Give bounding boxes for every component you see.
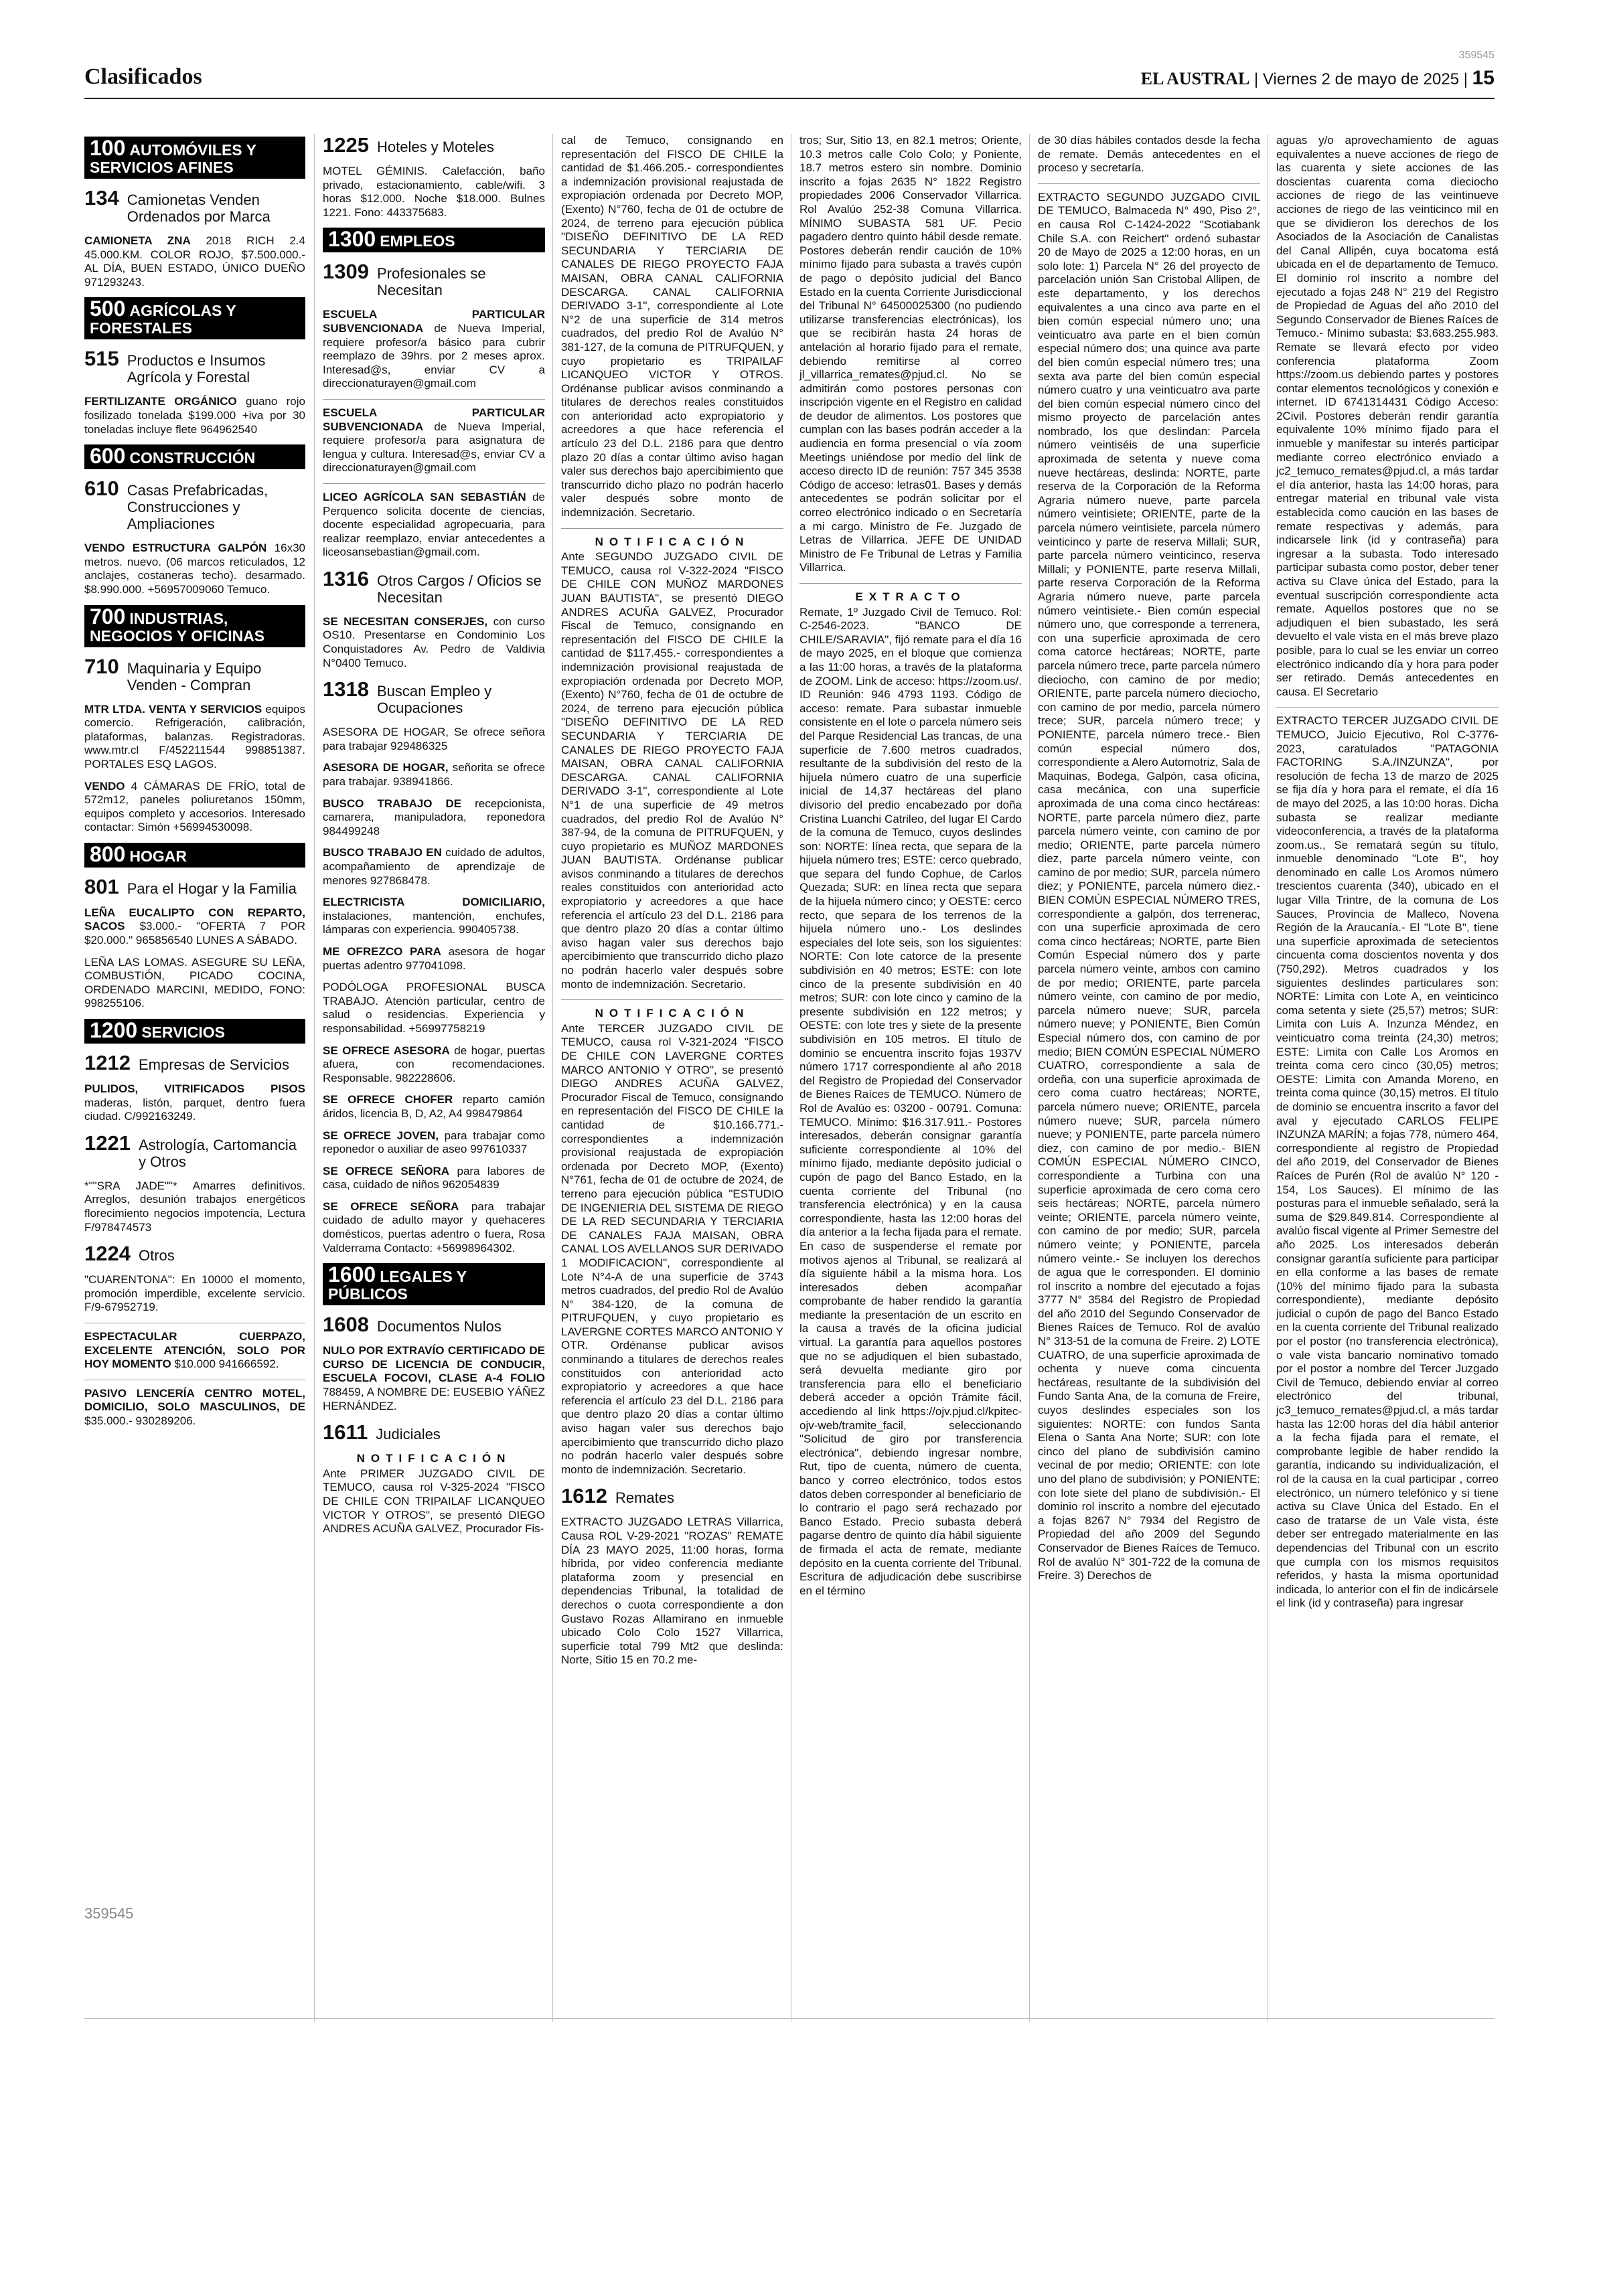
category-bar: 1200 SERVICIOS [84, 1019, 305, 1044]
legal-notice: Ante SEGUNDO JUZGADO CIVIL DE TEMUCO, causa rol V-322-2024 "FISCO DE CHILE CON MUÑOZ MARDONES JUAN BAUTISTA", se presentó DIEGO ANDRES ACUÑA GALVEZ, Procurador Fiscal de Temuco, consignando en representación del FISCO DE CHILE la cantidad de $117.455.- correspondientes a indemnización provisional reajustada de expropiación ordenada por Decreto MOP, (Exento) N°760, fecha de 01 de octubre de 2024, de terreno para ejecución pública "DISEÑO DEFINITIVO DE LA RED SECUNDARIA Y TERCIARIA DE CANALES DE RIEGO PROYECTO FAJA MAISAN, OBRA CANAL CALIFORNIA DESCARGA. CANAL CALIFORNIA DERIVADO 3-1", correspondiente al Lote N°1 de una superficie de 49 metros cuadrados, del predio Rol de Avalúo N° 387-94, de la comuna de PITRUFQUEN, y cuyo propietario es MUÑOZ MARDONES JUAN BAUTISTA. Ordénanse publicar avisos conminando a titulares de derechos reales constituidos con anterioridad acto expropiatorio y acreedores a que hace referencia el artículo 23 del D.L. 2186 para que dentro plazo 20 días a contar último aviso hagan valer sus derechos bajo apercibimiento que transcurrido dicho plazo no podrán hacerlo valer después sobre monto de indemnización. Secretario. [561, 550, 783, 991]
divider [323, 399, 545, 400]
column-6 [1276, 134, 1499, 1619]
classified-ad: LEÑA LAS LOMAS. ASEGURE SU LEÑA, COMBUSTIÓN, PICADO COCINA, ORDENADO MARCINI, MEDIDO, FONO: 998255106. [84, 955, 305, 1010]
legal-notice: tros; Sur, Sitio 13, en 82.1 metros; Oriente, 10.3 metros calle Colo Colo; y Poniente, 18.7 metros estero sin nombre. Dominio inscrito a fojas 2635 N° 1822 Registro propiedades 2006 Conservador Villarrica. Rol Avalúo 252-38 Comuna Villarrica. MÍNIMO SUBASTA 581 UF. Pecio pagadero dentro quinto hábil desde remate. Postores deberán rendir caución de 10% mínimo fijado para subasta a través cupón de pago o depósito judicial del Banco Estado en la cuenta Corriente Jurisdiccional del Tribunal N° 64500025300 (no pudiendo utilizarse transferencias electrónicas), los que se recibirán hasta 24 horas de antelación al horario fijado para el remate, debiendo remitirse al correo jl_villarrica_remates@pjud.cl. No se admitirán como postores personas con inscripción vigente en el Registro en calidad de deudor de alimentos. Los postores que cumplan con las bases podrán acceder a la audiencia en forma presencial o vía zoom Meetings uniéndose por medio del link de acceso directo ID de reunión: 757 345 3538 Código de acceso: letras01. Bases y demás antecedentes se podrán solicitar por el correo electrónico indicado o en Secretaría a mi cargo. Ministro de Fe. Juzgado de Letras de Villarrica. JEFE DE UNIDAD Ministro de Fe Tribunal de Letras y Familia Villarrica. [799, 134, 1022, 574]
legal-notice: Remate, 1º Juzgado Civil de Temuco. Rol: C-2546-2023. "BANCO DE CHILE/SARAVIA", fijó remate para el día 16 de mayo 2025, en el bloque que comienza a las 11:00 horas, a través de la plataforma de ZOOM. Link de acceso: https://zoom.us/. ID Reunión: 946 4793 1193. Código de acceso: remate. Para subastar inmueble consistente en el lote o parcela número seis del Parque Residencial Las trancas, de una superficie de 7.600 metros cuadrados, resultante de la subdivisión del resto de la hijuela número cuatro de una superficie inicial de 14,37 hectáreas del plano divisorio del predio encabezado por doña Cristina Luanchi Catrileo, del lugar El Cardo de la comuna de Temuco, cuyos deslindes son: NORTE: línea recta, que separa de la hijuela número tres; ESTE: cerco quebrado, que separa del fundo Cophue, de Carlos Quezada; SUR: en línea recta que separa de la hijuela número cinco; y OESTE: cerco recto, que separa de los terrenos de la hijuela número uno.- Los deslindes especiales del lote seis, son los siguientes: NORTE: Con lote catorce de la presente subdivisión en 40 metros; ESTE: con lote cinco de la presente subdivisión en 40 metros; SUR: con lote cinco y camino de la presente subdivisión en 122 metros; y OESTE: con lote tres y siete de la presente subdivisión en 105 metros. El título de dominio se encuentra inscrito fojas 1937V número 1717 correspondiente al año 2018 del Registro de Propiedad del Conservador de Bienes Raíces de TEMUCO. Número de Rol de Avalúo es: 03200 - 00791. Comuna: TEMUCO. Mínimo: $16.317.911.- Postores interesados, deberán consignar garantía suficiente correspondiente al 10% del mínimo fijado, mediante depósito judicial o cupón de pago del Banco Estado, en la cuenta corriente del Tribunal (no transferencia electrónica) y en la causa correspondiente, hasta las 12:00 horas del día anterior a la fecha fijada para el remate. En caso de suspenderse el remate por motivos ajenos al Tribunal, se realizará al día siguiente hábil a la misma hora. Los interesados deben acompañar comprobante de haber rendido la garantía mediante la presentación de un escrito en la causa a través de la oficina judicial virtual. La garantía para aquellos postores que no se adjudiquen el bien subastado, será devuelta mediante giro por transferencia para ello el beneficiario deberá acceder a opción Trámite fácil, accediendo al link https://ojv.pjud.cl/kpitec-ojv-web/tramite_facil, seleccionando "Solicitud de giro por transferencia electrónica", debiendo ingresar nombre, Rut, tipo de cuenta, número de cuenta, banco y correo electrónico, todos estos datos deben corresponder al beneficiario de lo contrario el pago será rechazado por Banco Estado. Precio subasta deberá pagarse dentro de quinto día hábil siguiente de firmada el acta de remate, mediante depósito en la cuenta corriente del Tribunal. Escritura de adjudicación debe suscribirse en el término [799, 605, 1022, 1597]
classified-ad: ME OFREZCO PARA asesora de hogar puertas adentro 977041098. [323, 945, 545, 972]
column-rule [314, 134, 315, 2022]
classified-ad: SE OFRECE JOVEN, para trabajar como reponedor o auxiliar de aseo 997610337 [323, 1129, 545, 1156]
subcategory-heading: 1608 Documentos Nulos [323, 1313, 502, 1337]
header-divider: | [1463, 70, 1472, 88]
publication-name: EL AUSTRAL [1140, 69, 1250, 88]
page-header [84, 50, 1495, 99]
notice-heading: NOTIFICACIÓN [356, 1452, 512, 1465]
subcategory-heading: 1612 Remates [561, 1484, 675, 1508]
subcategory-heading: 1212 Empresas de Servicios [84, 1051, 289, 1075]
classified-ad: PULIDOS, VITRIFICADOS PISOS maderas, listón, parquet, dentro fuera ciudad. C/992163249. [84, 1082, 305, 1123]
section-title: Clasificados [84, 64, 202, 89]
legal-notice: aguas y/o aprovechamiento de aguas equivalentes a nueve acciones de riego de las cuarenta y siete acciones de las doscientas cuarenta coma dieciocho acciones de riego de las veintinueve acciones de riego de las veinticinco mil en que se dividieron los derechos de los Asociados de la Asociación de Canalistas del Canal Allipén, cuya bocatoma está ubicada en el de departamento de Temuco. El dominio rol inscrito a nombre del ejecutado a fojas 248 N° 219 del Registro de Propiedad de Aguas del año 2010 del Segundo Conservador de Bienes Raíces de Temuco.- Mínimo subasta: $3.683.255.983. Remate se llevará efecto por video conferencia plataforma Zoom https://zoom.us debiendo partes y postores contar elementos tecnológicos y conexión e internet. ID 6741314431 Código Acceso: 2Civil. Postores deberán rendir garantía equivalente 10% mínimo fijado para el inmueble y manifestar su interés participar mediante correo electrónico enviado a jc2_temuco_remates@pjud.cl, a más tardar el día anterior, hasta las 14:00 horas, para entregar material en tribunal vale vista establecida como caución en las bases de remate respectivas y además, para indicarsele link (id y contraseña) para ingresar a la subasta. Todo interesado participar subasta como postor, deber tener activa su Clave única del Estado, para la eventual suscripción correspondiente acta remate. Aquellos postores que no se adjudiquen el bien subastado, les será devuelto el vale vista en el más breve plazo posible, para lo cual se les enviar un correo electrónico indicando día y hora para poder ser retirado. Demás antecedentes en causa. El Secretario [1276, 134, 1499, 698]
classified-ad: *""SRA JADE""* Amarres definitivos. Arreglos, desunión trabajos energéticos florecimiento negocios impotencia, Lectura F/978474573 [84, 1179, 305, 1234]
classified-ad: PASIVO LENCERÍA CENTRO MOTEL, DOMICILIO, SOLO MASCULINOS, DE $35.000.- 930289206. [84, 1386, 305, 1427]
subcategory-heading: 801 Para el Hogar y la Familia [84, 874, 297, 898]
publication-date: Viernes 2 de mayo de 2025 [1262, 70, 1460, 88]
notice-heading: NOTIFICACIÓN [595, 1007, 750, 1020]
legal-notice: de 30 días hábiles contados desde la fecha de remate. Demás antecedentes en el proceso y secretaría. [1038, 134, 1260, 175]
divider [1038, 183, 1260, 184]
notice-heading: EXTRACTO [855, 590, 966, 603]
column-rule [552, 134, 553, 2022]
classified-ad: ESCUELA PARTICULAR SUBVENCIONADA de Nueva Imperial, requiere profesor/a para asignatura de lengua y cultura. Interesad@s, enviar CV a direccionaturayen@gmail.com [323, 406, 545, 475]
legal-notice: EXTRACTO TERCER JUZGADO CIVIL DE TEMUCO, Juicio Ejecutivo, Rol C-3776-2023, caratulados "PATAGONIA FACTORING S.A./INZUNZA", por resolución de fecha 13 de marzo de 2025 se fija día y hora para el remate, el día 16 de mayo del 2025, a las 10:00 horas. Dicha subasta se realizar mediante videoconferencia, a través de la plataforma zoom.us., Se rematará según su título, inmueble denominado "Lote B", hoy denominado en calle Los Aromos número trescientos cuarenta (340), ubicado en el lugar Villa Trintre, de la comuna de Los Sauces, Provincia de Malleco, Novena Región de la Araucanía.- El "Lote B", tiene una superficie aproximada de setecientos cincuenta coma doscientos noventa y dos (750,292). Metros cuadrados y los siguientes deslindes particulares son: NORTE: Limita con Lote A, en veinticinco coma setenta y siete (25,57) metros; SUR: Limita con Luis A. Inzunza Méndez, en veinticuatro coma treinta (24,30) metros; ESTE: Limita con Calle Los Aromos en treinta coma cero cinco (30,05) metros; OESTE: Limita con Amanda Moreno, en treinta coma quince (30,15) metros. El título de dominio se encuentra inscrito a favor del aval y ejecutado CARLOS FELIPE INZUNZA MARÍN; a fojas 778, número 464, correspondiente al registro de Propiedad del año 2019, del Conservador de Bienes Raíces de Purén (Rol de avalúo N° 120 - 154, Los Sauces). El mínimo de las posturas para el inmueble señalado, será la suma de $29.849.814. Correspondiente al avalúo fiscal vigente al Primer Semestre del año 2025. Los interesados deberán consignar garantía suficiente para participar en ella conforme a las bases de remate (10% del mínimo fijado para la subasta correspondiente), mediante depósito judicial o cupón de pago del Banco Estado en la cuenta corriente del Tribunal realizado por el postor (no transferencia electrónica), o vale vista bancario nominativo tomado por el postor a nombre del Tercer Juzgado Civil de Temuco, debiendo enviar al correo electrónico del tribunal, jc3_temuco_remates@pjud.cl, a más tardar hasta las 12:00 horas del día hábil anterior a la fecha fijada para el remate, el comprobante legible de haber rendido la garantía, indicando su individualización, el rol de la causa en la cual participar , correo electrónico, un número telefónico y si tiene activa su Clave Única del Estado. En el caso de tratarse de un Vale vista, éste deber ser entregado materialmente en las dependencias del Tribunal con un escrito que cumpla con los mismos requisitos referidos, y hasta la misma oportunidad indicada, lo anterior con el fin de indicársele el link (id y contraseña) para ingresar [1276, 714, 1499, 1610]
divider [323, 483, 545, 484]
subcategory-heading: 710 Maquinaria y Equipo Venden - Compran [84, 654, 262, 693]
subcategory-heading: 1221 Astrología, Cartomancia y Otros [84, 1131, 297, 1170]
divider [799, 583, 1022, 584]
subcategory-heading: 1225 Hoteles y Moteles [323, 133, 494, 157]
category-bar: 500 AGRÍCOLAS Y FORESTALES [84, 297, 305, 339]
classified-ad: MOTEL GÉMINIS. Calefacción, baño privado, estacionamiento, cable/wifi. 3 horas $12.000. Noche $18.000. Bulnes 1221. Fono: 443375683. [323, 165, 545, 219]
classified-ad: MTR LTDA. VENTA Y SERVICIOS equipos comercio. Refrigeración, calibración, plataformas, balanzas. Registradoras. www.mtr.cl F/452211544 998851387. PORTALES ESQ LAGOS. [84, 702, 305, 770]
category-bar: 700 INDUSTRIAS, NEGOCIOS Y OFICINAS [84, 605, 305, 647]
legal-notice: EXTRACTO JUZGADO LETRAS Villarrica, Causa ROL V-29-2021 "ROZAS" REMATE DÍA 23 MAYO 2025, 11:00 horas, forma híbrida, por video conferencia mediante plataforma zoom y presencial en dependencias Tribunal, la totalidad de derechos o cuota correspondiente a don Gustavo Rozas Allamiranо en inmueble ubicado Colo Colo 1527 Villarrica, superficie total 799 Mt2 que deslinda: Norte, Sitio 15 en 70.2 me- [561, 1515, 783, 1667]
classified-ad: ESCUELA PARTICULAR SUBVENCIONADA de Nueva Imperial, requiere profesor/a básico para cubrir reemplazo de 39hrs. por 2 meses aprox. Interesad@s, enviar CV a direccionaturayen@gmail.com [323, 308, 545, 390]
column-2 [323, 134, 545, 1544]
category-bar: 100 AUTOMÓVILES Y SERVICIOS AFINES [84, 137, 305, 179]
footer-code: 359545 [84, 1905, 134, 1922]
subcategory-heading: 1309 Profesionales se Necesitan [323, 260, 486, 299]
classified-ad: ELECTRICISTA DOMICILIARIO, instalaciones, mantención, enchufes, lámparas con experiencia. 990405738. [323, 896, 545, 936]
divider [561, 999, 783, 1000]
classified-ad: BUSCO TRABAJO EN cuidado de adultos, acompañamiento de aprendizaje de menores 927868478. [323, 846, 545, 887]
classified-ad: SE NECESITAN CONSERJES, con curso OS10. Presentarse en Condominio Los Conquistadores Av. Pedro de Valdivia N°0400 Temuco. [323, 614, 545, 669]
classified-ad: SE OFRECE ASESORA de hogar, puertas afuera, con recomendaciones. Responsable. 982228606. [323, 1044, 546, 1084]
subcategory-heading: 1316 Otros Cargos / Oficios se Necesitan [323, 566, 542, 606]
legal-notice: Ante PRIMER JUZGADO CIVIL DE TEMUCO, causa rol V-325-2024 "FISCO DE CHILE CON TRIPAILAF LICANQUEO VICTOR Y OTROS", se presentó DIEGO ANDRES ACUÑA GALVEZ, Procurador Fis- [323, 1467, 545, 1536]
classified-ad: ASESORA DE HOGAR, señorita se ofrece para trabajar. 938941866. [323, 761, 545, 789]
legal-notice: cal de Temuco, consignando en representación del FISCO DE CHILE la cantidad de $1.466.205.- correspondientes a indemnización provisional reajustada de expropiación ordenada por Decreto MOP, (Exento) N°760, fecha de 01 de octubre de 2024, de terreno para ejecución pública "DISEÑO DEFINITIVO DE LA RED SECUNDARIA Y TERCIARIA DE CANALES DE RIEGO PROYECTO FAJA MAISAN, OBRA CANAL CALIFORNIA DESCARGA. CANAL CALIFORNIA DERIVADO 3-1", correspondiente al Lote N°2 de una superficie de 314 metros cuadrados, del predio Rol de Avalúo N° 381-127, de la comuna de PITRUFQUEN, y cuyo propietario es TRIPAILAF LICANQUEO VICTOR Y OTROS. Ordénanse publicar avisos conminando a titulares de derechos reales constituidos con anterioridad acto expropiatorio y acreedores a que hace referencia el artículo 23 del D.L. 2186 para que dentro plazo 20 días a contar último aviso hagan valer sus derechos bajo apercibimiento que transcurrido dicho plazo no podrán hacerlo valer después sobre monto de indemnización. Secretario. [561, 134, 783, 519]
classified-ad: FERTILIZANTE ORGÁNICO guano rojo fosilizado tonelada $199.000 +iva por 30 toneladas incluye flete 964962540 [84, 395, 305, 436]
classified-ad: ASESORA DE HOGAR, Se ofrece señora para trabajar 929486325 [323, 726, 545, 752]
page-code: 359545 [1458, 50, 1495, 61]
classified-ad: PODÓLOGA PROFESIONAL BUSCA TRABAJO. Atención particular, centro de salud o residencias. Experiencia y responsabilidad. +56997758219 [323, 981, 545, 1035]
classified-ad: NULO POR EXTRAVÍO CERTIFICADO DE CURSO DE LICENCIA DE CONDUCIR, ESCUELA FOCOVI, CLASE A-4 FOLIO 788459, A NOMBRE DE: EUSEBIO YÁÑEZ HERNÁNDEZ. [323, 1344, 545, 1412]
subcategory-heading: 1611 Judiciales [323, 1420, 441, 1445]
classified-ad: SE OFRECE SEÑORA para labores de casa, cuidado de niños 962054839 [323, 1164, 545, 1192]
page-number: 15 [1472, 67, 1495, 89]
column-4 [799, 134, 1022, 1606]
category-bar: 600 CONSTRUCCIÓN [84, 444, 305, 469]
subcategory-heading: 515 Productos e Insumos Agrícola y Forestal [84, 347, 266, 386]
classified-ad: BUSCO TRABAJO DE recepcionista, camarera, manipuladora, reponedora 984499248 [323, 797, 545, 837]
classified-ad: LICEO AGRÍCOLA SAN SEBASTIÁN de Perquenco solicita docente de ciencias, docente especialidad agropecuaria, para realizar reemplazo, enviar antecedentes a liceosansebastian@gmail.com. [323, 490, 545, 559]
bottom-rule [84, 2018, 1495, 2019]
header-divider: | [1254, 70, 1263, 88]
classified-ad: LEÑA EUCALIPTO CON REPARTO, SACOS $3.000.- "OFERTA 7 POR $20.000." 965856540 LUNES A SÁBADO. [84, 906, 305, 947]
divider [1276, 707, 1499, 708]
column-5 [1038, 134, 1260, 1591]
classified-ad: SE OFRECE CHOFER reparto camión áridos, licencia B, D, A2, A4 998479864 [323, 1093, 545, 1120]
legal-notice: EXTRACTO SEGUNDO JUZGADO CIVIL DE TEMUCO, Balmaceda N° 490, Piso 2°, en causa Rol C-1424-2022 "Scotiabank Chile S.A. con Reichert" ordenó subastar 20 de Mayo de 2025 a 12:00 horas, en un solo lote: 1) Parcela N° 26 del proyecto de parcelación unión San Cristobal Allipen, de este departamento, y los derechos equivalentes a una cinco ava parte en el bien común especial número uno; una veinticuatro ava parte en el bien común especial número dos; una quince ava parte del bien común especial número tres; una sexta ava parte del bien común especial número cuatro y una veinticuatro ava parte del bien común especial número cinco del mismo proyecto de parcelación antes nombrado, los que deslindan: Parcela número veintiséis de una superficie aproximada de setenta y nueve coma nueve hectáreas, deslinda: NORTE, parte reserva de la Corporación de la Reforma Agraria número nueve, parte parcela número veintisiete; ORIENTE, parte de la parcela número veintisiete, parcela número veinticinco y parte de reserva Millali; SUR, parte parcela número veinticinco, reserva Millali; y PONIENTE, parte reserva Millali, parte reserva Corporación de la Reforma Agraria número nueve, parte parcela número veintisiete.- Bien común especial número uno, que corresponde a terrenera, con una superficie aproximada de cero coma catorce hectáreas; NORTE, parte parcela número trece, parte parcela número dieciocho, con camino de por medio; ORIENTE, parte parcela número dieciocho, con camino de por medio, parcela número trece; SUR, parcela número trece; y PONIENTE, parcela número trece.- Bien común especial número dos, correspondiente a Alero Automotriz, Sala de Maquinas, Bodega, Galpón, casa oficina, casa mecánica, con una superficie aproximada de una coma cinco hectáreas: NORTE, parte parcela número diez, parte parcela número veinte, con camino de por medio; ORIENTE, parte parcela número diez, parte parcela número veinte, con camino de por medio; SUR, parcela número diez; y PONIENTE, parcela número diez.- BIEN COMÚN ESPECIAL NÚMERO TRES, correspondiente a galpón, dos terrenerас, con una superficie aproximada de cero coma cinco hectáreas; NORTE, parte Bien Común Especial número dos y parte parcela número veinte, ambos con camino de por medio; ORIENTE, parte parcela número veinte, con camino de por medio, parcela número nueve; SUR, parcela número nueve; y PONIENTE, Bien Común Especial número dos, con camino de por medio; BIEN COMÚN ESPECIAL NÚMERO CUATRO, correspondiente a sala de ordeña, con una superficie aproximada de cero coma cuatro hectáreas; NORTE, parcela número nueve; ORIENTE, parcela número nueve; SUR, parcela número nueve; y PONIENTE, parte parcela número diez, con camino de por medio.- BIEN COMÚN ESPECIAL NÚMERO CINCO, correspondiente a Turbina con una superficie aproximada de cero coma cero seis hectáreas; NORTE, parcela número veinte; ORIENTE, parcela número veinte, con camino de por medio; SUR, parcela número veinte; y PONIENTE, parcela número veinte.- Se incluyen los derechos de agua que le corresponden. El dominio rol inscrito a nombre del ejecutado a fojas 3777 N° 3584 del Registro de Propiedad del año 2010 del Segundo Conservador de Bienes Raíces de Temuco. Rol de avalúo N° 313-51 de la comuna de Freire. 2) LOTE CUATRO, de una superficie aproximada de ochenta y nueve coma cincuenta hectáreas, resultante de la subdivisión del Fundo Santa Ana, de la comuna de Freire, cuyos deslindes especiales son los siguientes: NORTE: con fundos Santa Elena o Santa Ana Norte; SUR: con lote cinco del plano de subdivisión camino vecinal de por medio; ORIENTE: con lote uno del plano de subdivisión; y PONIENTE: con lote siete del plano de subdivisión.- El dominio rol inscrito a nombre del ejecutado a fojas 8267 N° 7934 del Registro de Propiedad del año 2009 del Segundo Conservador de Bienes Raíces de Temuco. Rol de avalúo N° 301-722 de la comuna de Freire. 3) Derechos de [1038, 190, 1260, 1582]
classified-ad: SE OFRECE SEÑORA para trabajar cuidado de adulto mayor y quehaceres domésticos, puertas adentro o fuera, Rosa Valderrama Contacto: +56998964302. [323, 1200, 545, 1254]
classified-ad: ESPECTACULAR CUERPAZO, EXCELENTE ATENCIÓN, SOLO POR HOY MOMENTO $10.000 941666592. [84, 1329, 305, 1371]
subcategory-heading: 1318 Buscan Empleo y Ocupaciones [323, 677, 492, 717]
column-rule [1029, 134, 1030, 2022]
legal-notice: Ante TERCER JUZGADO CIVIL DE TEMUCO, causa rol V-321-2024 "FISCO DE CHILE CON LAVERGNE CORTES MARCO ANTONIO Y OTRO", se presentó DIEGO ANDRES ACUÑA GALVEZ, Procurador Fiscal de Temuco, consignando en representación del FISCO DE CHILE la cantidad de $10.166.771.- correspondientes a indemnización provisional reajustada de expropiación ordenada por Decreto MOP, (Exento) N°761, fecha de 01 de octubre de 2024, de terreno para ejecución pública "ESTUDIO DE INGENIERIA DEL SISTEMA DE RIEGO DE LA RED SECUNDARIA Y TERCIARIA DE CANALES FAJA MAISAN, OBRA CANAL LOS AVELLANOS SUR DERIVADO 1 MODIFICACION", correspondiente al Lote N°4-A de una superficie de 3743 metros cuadrados, del predio Rol de Avalúo N° 384-120, de la comuna de PITRUFQUEN, y cuyo propietario es LAVERGNE CORTES MARCO ANTONIO Y OTR. Ordénanse publicar avisos conminando a titulares de derechos reales constituidos con anterioridad acto expropiatorio y acreedores a que hace referencia el artículo 23 del D.L. 2186 para que dentro plazo 20 días a contar último aviso hagan valer sus derechos bajo apercibimiento que transcurrido dicho plazo no podrán hacerlo valer después sobre monto de indemnización. Secretario. [561, 1021, 783, 1476]
classified-ad: VENDO ESTRUCTURA GALPÓN 16x30 metros. nuevo. (06 marcos reticulados, 12 anclajes, costaneras techo). desarmado. $8.990.000. +56957009060 Temuco. [84, 542, 305, 596]
subcategory-heading: 134 Camionetas Venden Ordenados por Marca [84, 186, 271, 225]
header-right [1141, 67, 1495, 90]
notice-heading: NOTIFICACIÓN [595, 535, 750, 548]
column-3 [561, 134, 783, 1675]
classified-ad: VENDO 4 CÁMARAS DE FRÍO, total de 572m12, paneles poliuretanos 150mm, equipos completo y accesorios. Interesado contactar: Simón +56994530098. [84, 779, 305, 834]
divider [561, 528, 783, 529]
category-bar: 1300 EMPLEOS [323, 228, 545, 252]
category-bar: 800 HOGAR [84, 843, 305, 868]
subcategory-heading: 610 Casas Prefabricadas, Construcciones y Ampliaciones [84, 477, 269, 533]
classified-ad: "CUARENTONA": En 10000 el momento, promoción imperdible, excelente servicio. F/9-67952719. [84, 1273, 305, 1314]
subcategory-heading: 1224 Otros [84, 1242, 175, 1266]
column-1 [84, 134, 305, 1437]
category-bar: 1600 LEGALES Y PÚBLICOS [323, 1263, 545, 1305]
classified-ad: CAMIONETA ZNA 2018 RICH 2.4 45.000.KM. COLOR ROJO, $7.500.000.- AL DÍA, BUEN ESTADO, ÚNICO DUEÑO 971293243. [84, 234, 305, 289]
